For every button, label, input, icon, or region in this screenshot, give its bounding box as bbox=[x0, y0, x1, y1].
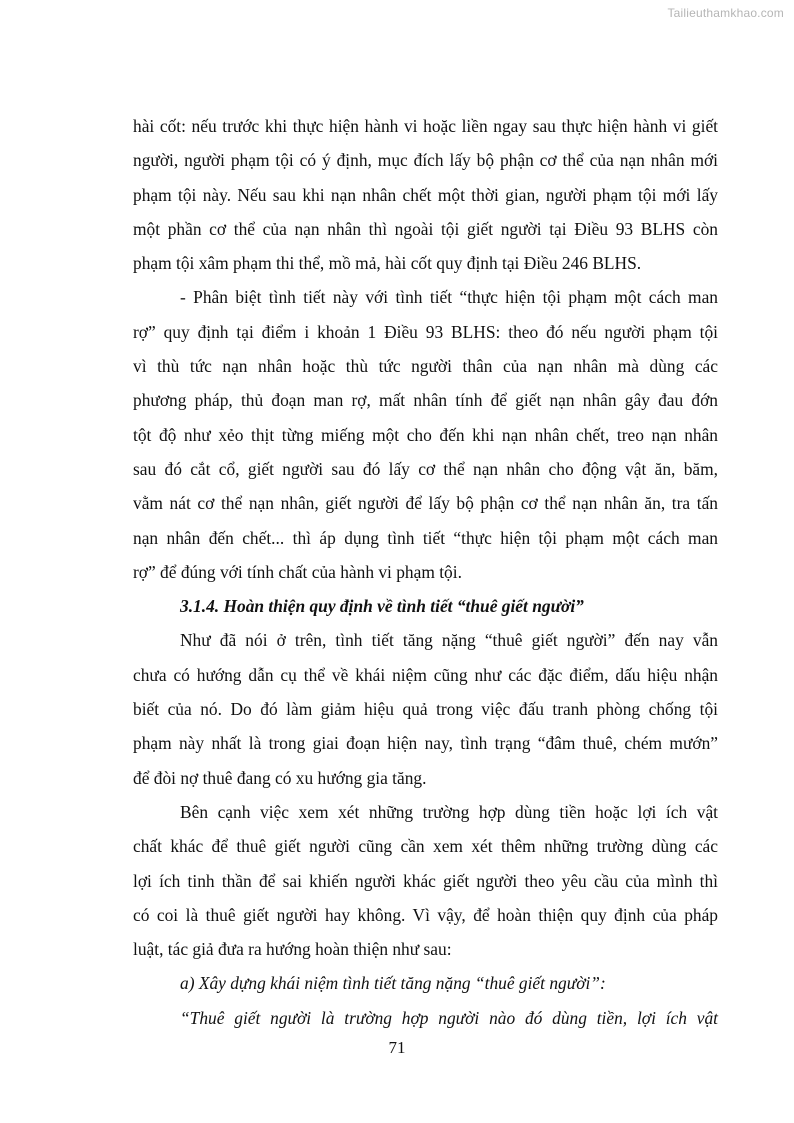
text-line: có coi là thuê giết người hay không. Vì vậy, để hoàn thiện quy định của pháp bbox=[133, 904, 718, 925]
text-line: vì thù tức nạn nhân hoặc thù tức người thân của nạn nhân mà dùng các bbox=[133, 356, 718, 377]
text-line: tột độ như xẻo thịt từng miếng một cho đến khi nạn nhân chết, treo nạn nhân bbox=[133, 424, 718, 445]
text-line: một phần cơ thể của nạn nhân thì ngoài tội giết người tại Điều 93 BLHS còn bbox=[133, 218, 718, 239]
text-line: “Thuê giết người là trường hợp người nào đó dùng tiền, lợi ích vật bbox=[180, 1007, 718, 1028]
text-line: sau đó cắt cổ, giết người sau đó lấy cơ thể nạn nhân cho động vật ăn, băm, bbox=[133, 458, 718, 479]
text-line: luật, tác giả đưa ra hướng hoàn thiện như sau: bbox=[133, 939, 452, 960]
text-line: phạm tội xâm phạm thi thể, mồ mả, hài cốt quy định tại Điều 246 BLHS. bbox=[133, 253, 642, 274]
text-line: để đòi nợ thuê đang có xu hướng gia tăng. bbox=[133, 767, 427, 788]
text-line: phạm này nhất là trong giai đoạn hiện nay, tình trạng “đâm thuê, chém mướn” bbox=[133, 733, 718, 754]
section-heading: 3.1.4. Hoàn thiện quy định về tình tiết “thuê giết người” bbox=[180, 596, 584, 617]
text-line: Bên cạnh việc xem xét những trường hợp dùng tiền hoặc lợi ích vật bbox=[180, 801, 718, 822]
text-line: biết của nó. Do đó làm giảm hiệu quả trong việc đấu tranh phòng chống tội bbox=[133, 699, 718, 720]
text-line: chất khác để thuê giết người cũng cần xem xét thêm những trường dùng các bbox=[133, 836, 718, 857]
text-line: lợi ích tinh thần để sai khiến người khác giết người theo yêu cầu của mình thì bbox=[133, 870, 718, 891]
text-line: phạm tội này. Nếu sau khi nạn nhân chết một thời gian, người phạm tội mới lấy bbox=[133, 184, 718, 205]
text-line: rợ” quy định tại điểm i khoản 1 Điều 93 BLHS: theo đó nếu người phạm tội bbox=[133, 321, 718, 342]
text-line: Như đã nói ở trên, tình tiết tăng nặng “thuê giết người” đến nay vẫn bbox=[180, 630, 718, 651]
text-line: vằm nát cơ thể nạn nhân, giết người để lấy bộ phận cơ thể nạn nhân ăn, tra tấn bbox=[133, 493, 718, 514]
watermark-text: Tailieuthamkhao.com bbox=[667, 6, 784, 20]
subheading-line: a) Xây dựng khái niệm tình tiết tăng nặng “thuê giết người”: bbox=[180, 973, 606, 994]
text-line: phương pháp, thủ đoạn man rợ, mất nhân tính để giết nạn nhân gây đau đớn bbox=[133, 390, 718, 411]
document-body bbox=[133, 109, 718, 1035]
text-line: hài cốt: nếu trước khi thực hiện hành vi hoặc liền ngay sau thực hiện hành vi giết bbox=[133, 116, 718, 136]
text-line: chưa có hướng dẫn cụ thể về khái niệm cũng như các đặc điểm, dấu hiệu nhận bbox=[133, 664, 718, 685]
text-line: - Phân biệt tình tiết này với tình tiết “thực hiện tội phạm một cách man bbox=[180, 287, 718, 308]
page-number: 71 bbox=[388, 1038, 406, 1057]
text-line: nạn nhân đến chết... thì áp dụng tình tiết “thực hiện tội phạm một cách man bbox=[133, 527, 718, 548]
text-line: người, người phạm tội có ý định, mục đích lấy bộ phận cơ thể của nạn nhân mới bbox=[133, 150, 718, 171]
text-line: rợ” để đúng với tính chất của hành vi phạm tội. bbox=[133, 561, 462, 582]
